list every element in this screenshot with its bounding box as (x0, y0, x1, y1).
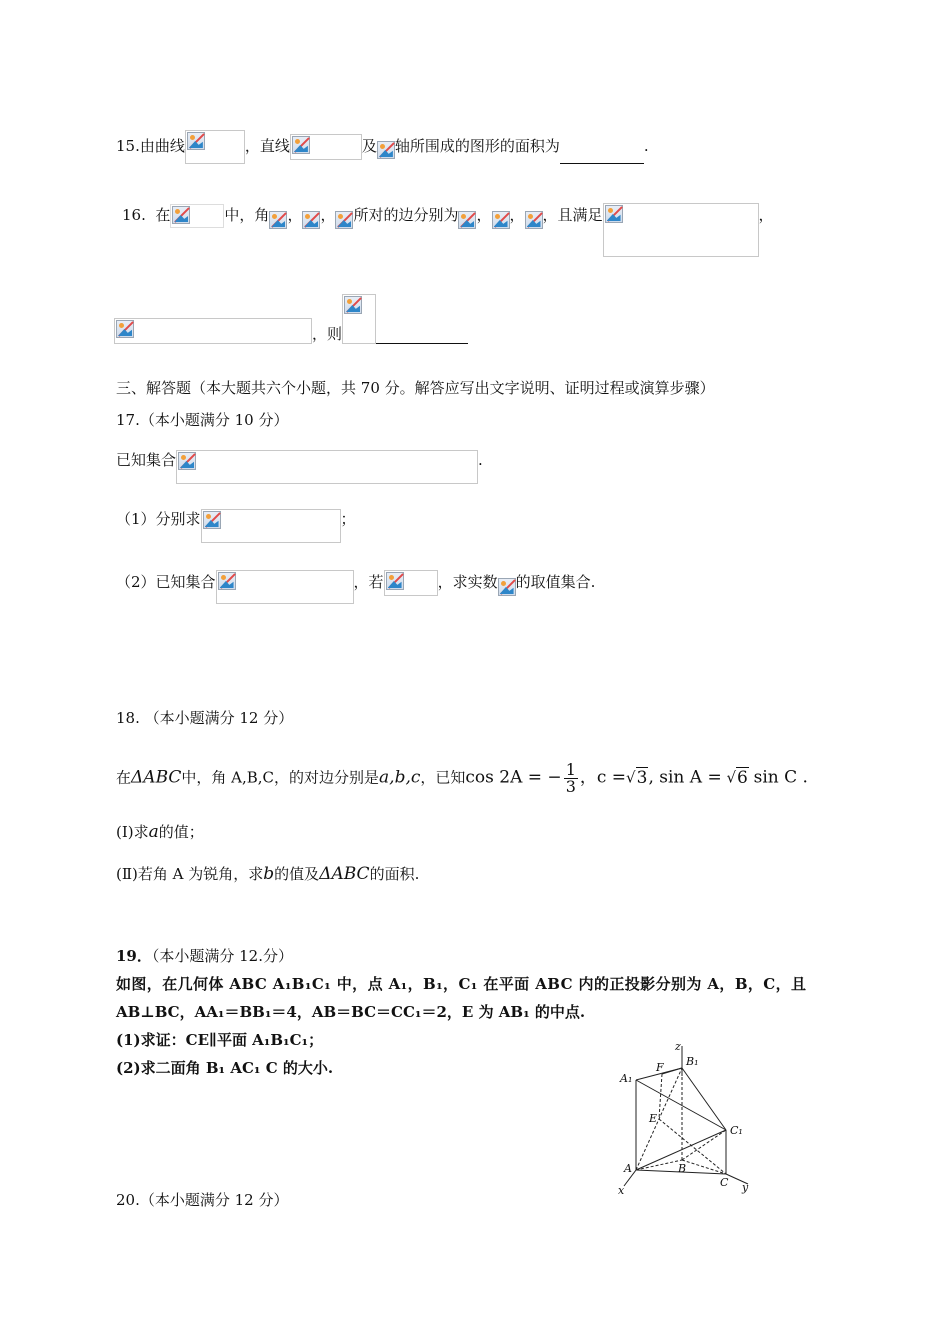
math-triangle: ΔABC (319, 864, 370, 884)
q15-text: . (643, 137, 649, 155)
broken-image-icon (605, 205, 623, 223)
label-f: F (656, 1061, 664, 1074)
q19-header (116, 946, 293, 966)
label-b1: B₁ (686, 1055, 699, 1068)
q18-text: ，已知 (420, 768, 466, 787)
label-x: x (618, 1184, 625, 1197)
q17-header: 17.（本小题满分 10 分） (116, 411, 289, 429)
q17-part2 (116, 570, 595, 604)
geometry-figure (614, 1038, 764, 1198)
math-text: , sin A = (648, 767, 722, 788)
formula-image-curve (185, 130, 245, 164)
q15-line (116, 130, 649, 164)
label-b: B (678, 1162, 687, 1175)
math-triangle: ΔABC (131, 767, 182, 788)
q15-text: 及 (361, 137, 377, 155)
formula-image-condition-2 (114, 318, 312, 344)
formula-image-part1 (201, 509, 341, 543)
edge-e-c (659, 1119, 726, 1174)
q18-text: 中，角 A,B,C，的对边分别是 (181, 768, 380, 787)
q16-text: 所对的边分别为 (353, 206, 459, 224)
fraction-denominator: 3 (565, 777, 576, 796)
label-e: E (649, 1112, 658, 1125)
q17-text: 的取值集合. (515, 573, 596, 591)
edge-a-b (636, 1160, 682, 1170)
label-z: z (675, 1040, 681, 1053)
edge-f-b1 (662, 1068, 682, 1074)
q17-text: ，求实数 (437, 573, 498, 591)
formula-image-set-c (216, 570, 354, 604)
q15-text: ，直线 (244, 137, 290, 155)
formula-image-triangle (170, 204, 224, 228)
broken-image-icon (269, 211, 287, 229)
q16-text: ， (758, 206, 774, 224)
broken-image-icon (218, 572, 236, 590)
broken-image-icon (525, 211, 543, 229)
broken-image-icon (203, 511, 221, 529)
broken-image-icon (335, 211, 353, 229)
q18-text: 的值及 (274, 865, 320, 883)
q17-text: ； (340, 510, 356, 528)
formula-image-answer (342, 294, 376, 344)
edge-b1-c1 (682, 1068, 726, 1130)
label-c: C (720, 1176, 729, 1189)
fraction-numerator: 1 (565, 760, 576, 779)
answer-blank (560, 147, 644, 164)
q17-text: 已知集合 (116, 451, 177, 469)
broken-image-icon (172, 206, 190, 224)
label-a: A (624, 1162, 632, 1175)
q18-header: 18. （本小题满分 12 分） (116, 709, 294, 727)
q18-statement: 在ΔABC中，角 A,B,C，的对边分别是a,b,c，已知cos 2A = − $\frac{1}{3}$ ，c =√3, sin A = √6 sin C . (116, 760, 808, 796)
q20-header: 20.（本小题满分 12 分） (116, 1191, 289, 1209)
q19-part2: (2)求二面角 B₁ AC₁ C 的大小. (116, 1059, 334, 1077)
q17-text: （1）分别求 (116, 510, 201, 528)
formula-image-sets (176, 450, 478, 484)
q18-text: (Ⅰ)求 (116, 823, 149, 841)
math-sqrt: 6 (737, 767, 748, 788)
broken-image-icon (187, 132, 205, 150)
formula-image-condition (384, 570, 438, 596)
broken-image-icon (492, 211, 510, 229)
label-c1: C₁ (730, 1124, 743, 1137)
q16-text: 在 (155, 206, 171, 224)
q18-text: 的值； (158, 823, 204, 841)
math-fraction (564, 762, 578, 795)
q18-text: (Ⅱ)若角 A 为锐角，求 (116, 865, 264, 883)
broken-image-icon (302, 211, 320, 229)
math-abc: a,b,c (379, 767, 421, 788)
formula-image-condition (603, 203, 759, 257)
broken-image-icon (292, 136, 310, 154)
q18-part1 (116, 822, 204, 842)
math-text: ，c = (579, 767, 627, 788)
q16-line-2 (114, 294, 468, 344)
q16-text: 且满足 (557, 206, 603, 224)
q17-part1 (116, 509, 356, 543)
q16-text: ，则 (312, 325, 343, 343)
label-y: y (742, 1181, 749, 1194)
math-var: b (263, 864, 275, 884)
q17-text: ，若 (353, 573, 384, 591)
math-cos2a: cos 2A = − (465, 767, 562, 788)
q19-number: 19． (116, 947, 152, 965)
q19-statement-2: AB⊥BC，AA₁＝BB₁＝4，AB＝BC＝CC₁＝2，E 为 AB₁ 的中点. (116, 1003, 586, 1021)
broken-image-icon (458, 211, 476, 229)
q18-text: 的面积. (369, 865, 420, 883)
q17-intro: 已知集合 . (116, 450, 483, 484)
q16-text: 中，角 (224, 206, 270, 224)
q15-text: 轴所围成的图形的面积为 (394, 137, 560, 155)
math-sqrt: 3 (636, 767, 648, 788)
q15-number: 15. (116, 137, 140, 155)
label-a1: A₁ (620, 1072, 633, 1085)
q16-number: 16. (122, 206, 146, 224)
edge-f-e (659, 1074, 662, 1119)
broken-image-icon (377, 141, 395, 159)
q19-statement-1: 如图，在几何体 ABC A₁B₁C₁ 中，点 A₁，B₁，C₁ 在平面 ABC 内的正投影分别为 A，B，C，且 (116, 975, 807, 993)
broken-image-icon (386, 572, 404, 590)
broken-image-icon (498, 578, 516, 596)
q18-text: 在 (116, 768, 132, 787)
q18-part2 (116, 864, 419, 884)
broken-image-icon (344, 296, 362, 314)
broken-image-icon (178, 452, 196, 470)
q15-text: 由曲线 (139, 137, 185, 155)
broken-image-icon (116, 320, 134, 338)
section-three-title: 三、解答题（本大题共六个小题，共 70 分。解答应写出文字说明、证明过程或演算步骤） (116, 379, 715, 397)
answer-blank (376, 327, 468, 344)
q19-part1: (1)求证：CE∥平面 A₁B₁C₁； (116, 1031, 324, 1049)
q19-text: （本小题满分 12.分） (151, 947, 293, 965)
q16-line-1: 16. 在 中，角 ， ， 所对的边分别为 ， ， ，且满足 ， (122, 203, 774, 257)
q17-text: （2）已知集合 (116, 573, 216, 591)
math-var: a (148, 822, 159, 842)
math-text: sin C . (753, 767, 808, 788)
formula-image-line (290, 134, 362, 160)
